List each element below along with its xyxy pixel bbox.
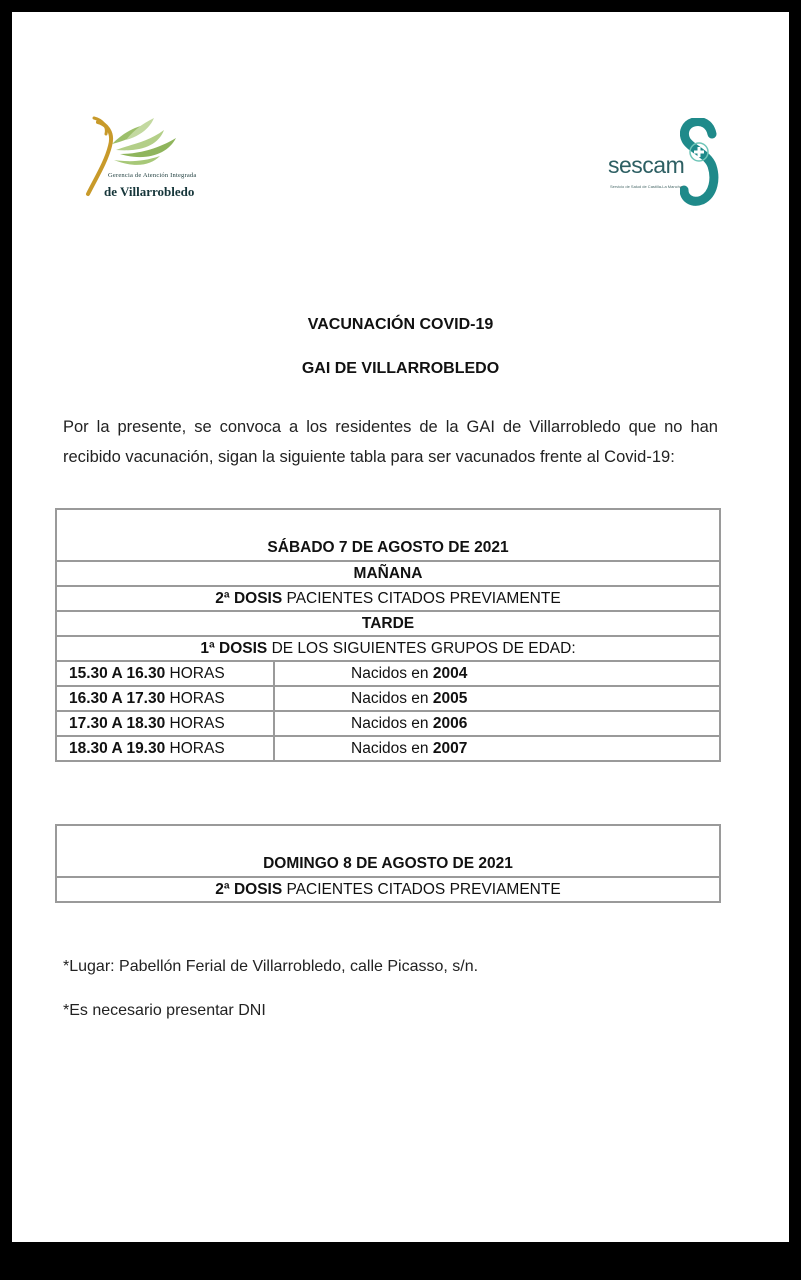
afternoon-dose-text: DE LOS SIGUIENTES GRUPOS DE EDAD: [267, 639, 576, 657]
morning-dose-row [56, 586, 720, 611]
sunday-dose-row [56, 877, 720, 902]
title-gai: GAI DE VILLARROBLEDO [301, 360, 500, 377]
intro-paragraph: Por la presente, se convoca a los residentes de la GAI de Villarrobledo que no han recibido vacunación, sigan la siguiente tabla para ser vacunados frente al Covid-19: [63, 418, 718, 466]
saturday-header-cell [56, 509, 720, 561]
time-range: 15.30 A 16.30 [69, 664, 166, 682]
table-row [56, 661, 720, 686]
birth-year-cell [274, 661, 720, 686]
table-row [56, 686, 720, 711]
afternoon-dose-bold: 1ª DOSIS [200, 639, 268, 657]
birth-year-cell [274, 736, 720, 761]
gai-logo-line2: de Villarrobledo [104, 184, 195, 199]
birth-year-cell [274, 711, 720, 736]
time-unit: HORAS [165, 714, 225, 732]
birth-year: 2005 [432, 689, 468, 707]
birth-year-cell [274, 686, 720, 711]
time-cell [56, 686, 274, 711]
sescam-subtitle: Servicio de Salud de Castilla-La Mancha [610, 184, 683, 189]
born-label: Nacidos en [351, 714, 433, 732]
birth-year: 2007 [432, 739, 468, 757]
sunday-schedule-table [55, 824, 721, 903]
dni-note: *Es necesario presentar DNI [63, 1002, 266, 1019]
born-label: Nacidos en [351, 664, 433, 682]
morning-label: MAÑANA [56, 561, 720, 586]
born-label: Nacidos en [351, 689, 433, 707]
gai-villarrobledo-logo [76, 110, 276, 210]
saturday-date: SÁBADO 7 DE AGOSTO DE 2021 [267, 539, 509, 556]
table-row [56, 736, 720, 761]
sunday-date: DOMINGO 8 DE AGOSTO DE 2021 [263, 855, 513, 872]
morning-dose-text: PACIENTES CITADOS PREVIAMENTE [282, 589, 561, 607]
time-cell [56, 711, 274, 736]
saturday-schedule-table [55, 508, 721, 762]
time-range: 16.30 A 17.30 [69, 689, 166, 707]
document-page [12, 12, 789, 1242]
afternoon-label: TARDE [56, 611, 720, 636]
table-row [56, 711, 720, 736]
time-unit: HORAS [165, 739, 225, 757]
time-unit: HORAS [165, 664, 225, 682]
birth-year: 2004 [432, 664, 468, 682]
time-cell [56, 661, 274, 686]
born-label: Nacidos en [351, 739, 433, 757]
sescam-wordmark: sescam [608, 152, 685, 178]
location-note: *Lugar: Pabellón Ferial de Villarrobledo, calle Picasso, s/n. [63, 958, 479, 975]
sescam-logo [608, 118, 748, 218]
time-range: 18.30 A 19.30 [69, 739, 166, 757]
morning-dose-bold: 2ª DOSIS [215, 589, 283, 607]
sunday-dose-text: PACIENTES CITADOS PREVIAMENTE [282, 880, 561, 898]
afternoon-dose-row [56, 636, 720, 661]
birth-year: 2006 [432, 714, 468, 732]
time-cell [56, 736, 274, 761]
gai-logo-line1: Gerencia de Atención Integrada [108, 172, 197, 179]
title-vaccination: VACUNACIÓN COVID-19 [307, 316, 494, 333]
sunday-header-cell [56, 825, 720, 877]
time-range: 17.30 A 18.30 [69, 714, 166, 732]
sunday-dose-bold: 2ª DOSIS [215, 880, 283, 898]
sescam-s-mark-icon [680, 118, 720, 208]
time-unit: HORAS [165, 689, 225, 707]
